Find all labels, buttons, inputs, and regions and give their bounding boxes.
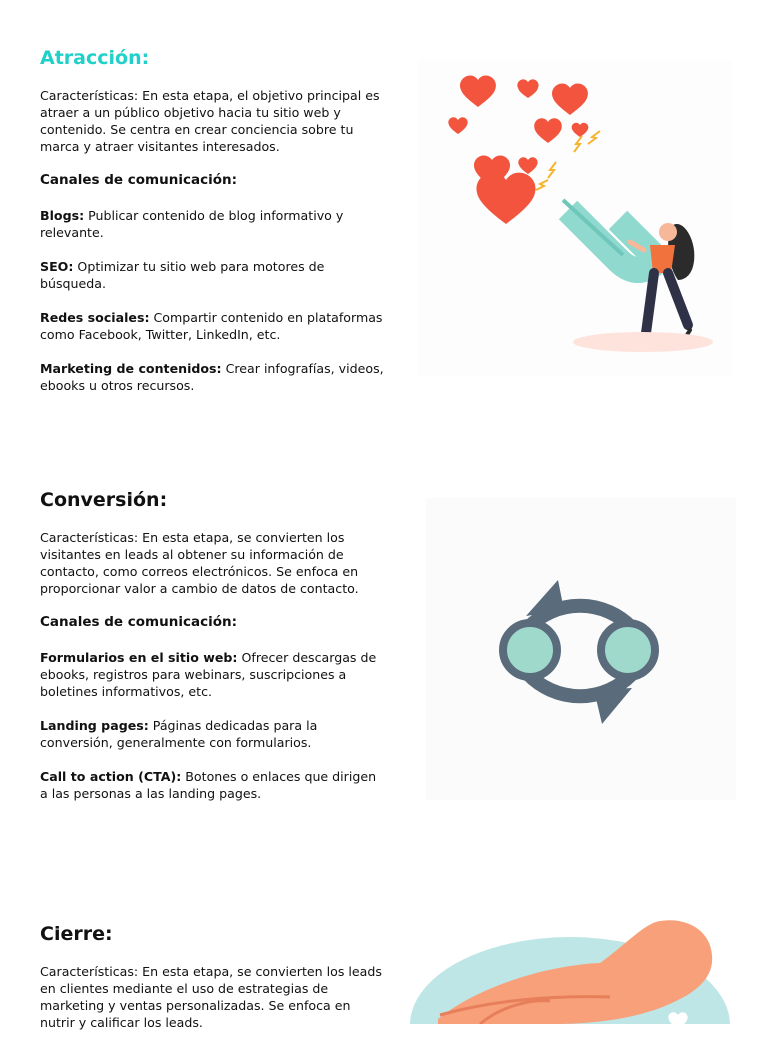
section-atraccion bbox=[40, 48, 385, 411]
cycle-arrows-icon bbox=[426, 498, 736, 800]
channel-item: SEO: Optimizar tu sitio web para motores de búsqueda. bbox=[40, 258, 325, 291]
section-title: Cierre: bbox=[40, 923, 113, 945]
channels-heading: Canales de comunicación: bbox=[40, 171, 237, 188]
section-cierre bbox=[40, 924, 385, 1048]
section-title: Conversión: bbox=[40, 489, 168, 511]
hand-illustration bbox=[410, 915, 740, 1024]
magnet-illustration bbox=[418, 60, 732, 376]
section-description: Características: En esta etapa, se convierten los leads en clientes mediante el uso de estrategias de marketing y ventas personalizadas. Se enfoca en nutrir y calificar los leads. bbox=[40, 963, 382, 1030]
channels-heading: Canales de comunicación: bbox=[40, 613, 237, 630]
channel-item: Call to action (CTA): Botones o enlaces que dirigen a las personas a las landing pages. bbox=[40, 768, 377, 801]
section-conversion bbox=[40, 490, 385, 819]
section-title: Atracción: bbox=[40, 47, 150, 69]
channel-item: Redes sociales: Compartir contenido en plataformas como Facebook, Twitter, LinkedIn, etc. bbox=[40, 309, 383, 342]
section-description: Características: En esta etapa, se convierten los visitantes en leads al obtener su información de contacto, como correos electrónicos. Se enfoca en proporcionar valor a cambio de datos de contacto. bbox=[40, 529, 359, 596]
channel-item: Marketing de contenidos: Crear infografías, videos, ebooks u otros recursos. bbox=[40, 360, 384, 393]
section-description: Características: En esta etapa, el objetivo principal es atraer a un público objetivo hacia tu sitio web y contenido. Se centra en crear conciencia sobre tu marca y atraer visitantes interesados. bbox=[40, 87, 380, 154]
channel-item: Blogs: Publicar contenido de blog informativo y relevante. bbox=[40, 207, 344, 240]
channel-item: Formularios en el sitio web: Ofrecer descargas de ebooks, registros para webinars, suscripciones a boletines informativos, etc. bbox=[40, 649, 377, 699]
channel-item: Landing pages: Páginas dedicadas para la conversión, generalmente con formularios. bbox=[40, 717, 318, 750]
